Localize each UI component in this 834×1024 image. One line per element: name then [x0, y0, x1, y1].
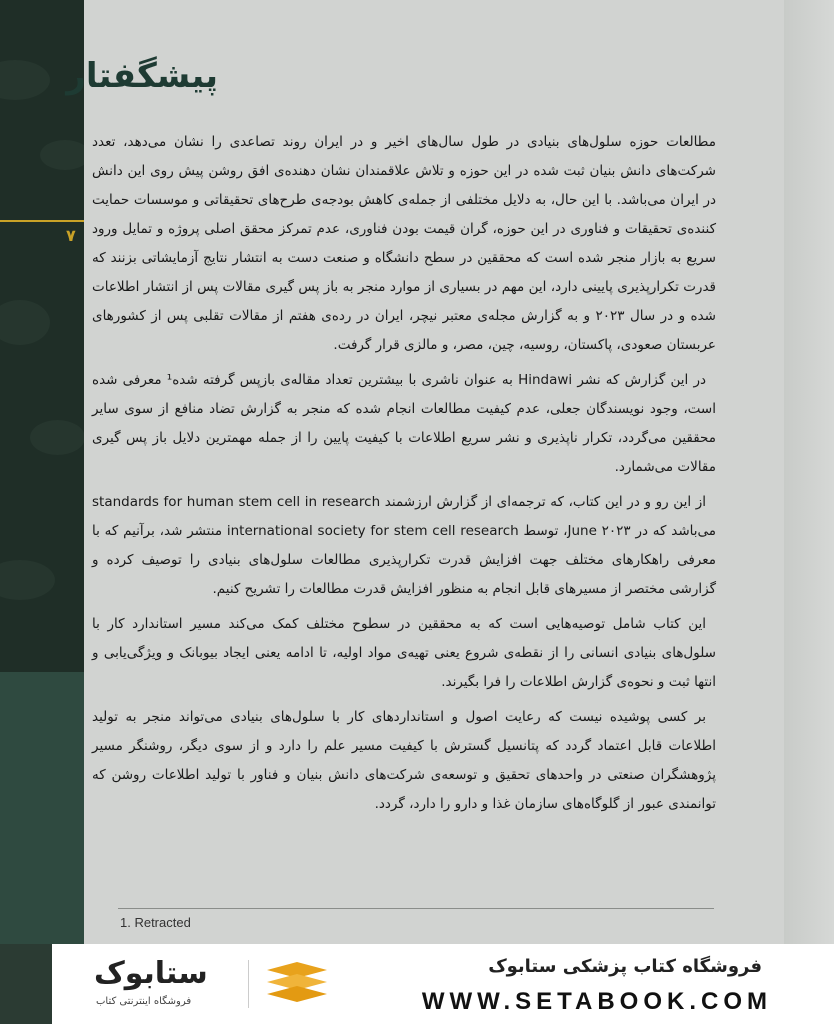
paragraph: مطالعات حوزه سلول‌های بنیادی در طول سال‌های اخیر و در ایران روند تصاعدی را نشان می‌دهد، تعدد شرکت‌های دانش بنیان ثبت شده در این حوزه و تلاش علاقمندان نشان دهنده‌ی افق روشن پیش روی این دانش در ایران می‌باشد. با این حال، به دلایل مختلفی از جمله‌ی کاهش بودجه‌ی طرح‌های تحقیقاتی و موسسات حمایت کننده‌ی تحقیقات و فناوری در این حوزه، گران قیمت بودن فناوری، عدم تمرکز محقق اصلی پروژه و تمایل ورود سریع به بازار منجر شده است که محققین در سطح دانشگاه و صنعت دست به انتشار نتایج آزمایشاتی بزنند که قدرت تکرارپذیری پایینی دارد، این مهم در بسیاری از موارد منجر به باز پس گیری مقالات پس از انتشار اطلاعات شده و در سال ۲۰۲۳ و به گزارش مجله‌ی معتبر نیچر، ایران در رده‌ی هفتم از مقالات تقلبی پس از کشورهای عربستان صعودی، پاکستان، روسیه، چین، مصر، و مالزی قرار گرفت. [92, 134, 716, 353]
paragraph: بر کسی پوشیده نیست که رعایت اصول و استانداردهای کار با سلول‌های بنیادی می‌تواند منجر به تولید اطلاعات قابل اعتماد گردد که پتانسیل گسترش با کیفیت مسیر علم را دارد و از سوی دیگر، روشنگر مسیر پژوهشگران صنعتی در واحدهای تحقیق و توسعه‌ی شرکت‌های دانش بنیان و فناور با تولید اطلاعات روشن که توانمندی عبور از گلوگاه‌های سازمان غذا و دارو را دارد، گردد. [92, 709, 716, 812]
body-text [92, 128, 716, 825]
logo-divider [248, 960, 249, 1008]
paragraph: از این رو و در این کتاب، که ترجمه‌ای از گزارش ارزشمند standards for human stem cell in research می‌باشد که در June ۲۰۲۳، توسط international society for stem cell research منتشر شد، برآنیم که با معرفی راهکارهای مختلف جهت افزایش قدرت تکرارپذیری مطالعات سلول‌های بنیادی را توصیف کرده و گزارشی مختصر از مسیرهای قابل انجام به منظور افزایش قدرت مطالعات را تشریح کنیم. [92, 494, 716, 597]
store-name: فروشگاه کتاب پزشکی ستابوک [488, 956, 762, 977]
page-edge [784, 0, 834, 944]
store-banner[interactable] [52, 944, 834, 1024]
page-title: پیشگفتار [66, 56, 218, 96]
page-number: ۷ [66, 226, 76, 245]
page-number-rule [0, 220, 84, 222]
book-stack-icon [262, 962, 332, 1008]
footnote: 1. Retracted [120, 915, 191, 930]
store-url-link[interactable]: WWW.SETABOOK.COM [421, 988, 772, 1015]
store-logo-tagline: فروشگاه اینترنتی کتاب [96, 996, 192, 1007]
footnote-divider [118, 908, 714, 909]
paragraph: در این گزارش که نشر Hindawi به عنوان ناشری با بیشترین تعداد مقاله‌ی بازپس گرفته شده¹ معرفی شده است، وجود نویسندگان جعلی، عدم کیفیت مطالعات انجام شده که منجر به گزارش تضاد منافع از سوی سایر محققین می‌گردد، تکرار ناپذیری و نشر سریع اطلاعات با کیفیت پایین را از جمله مهمترین دلایل باز پس گیری مقالات می‌شمارد. [92, 372, 716, 475]
paragraph: این کتاب شامل توصیه‌هایی است که به محققین در سطوح مختلف کمک می‌کند مسیر استاندارد کار با سلول‌های بنیادی انسانی را از نقطه‌ی شروع یعنی تهیه‌ی مواد اولیه، تا ادامه یعنی ایجاد بیوبانک و ویژگی‌یابی و انتها ثبت و نحوه‌ی گزارش اطلاعات را فرا بگیرند. [92, 616, 716, 690]
decorative-sidebar [0, 0, 84, 944]
store-logo-wordmark: ستابوک [94, 956, 208, 991]
